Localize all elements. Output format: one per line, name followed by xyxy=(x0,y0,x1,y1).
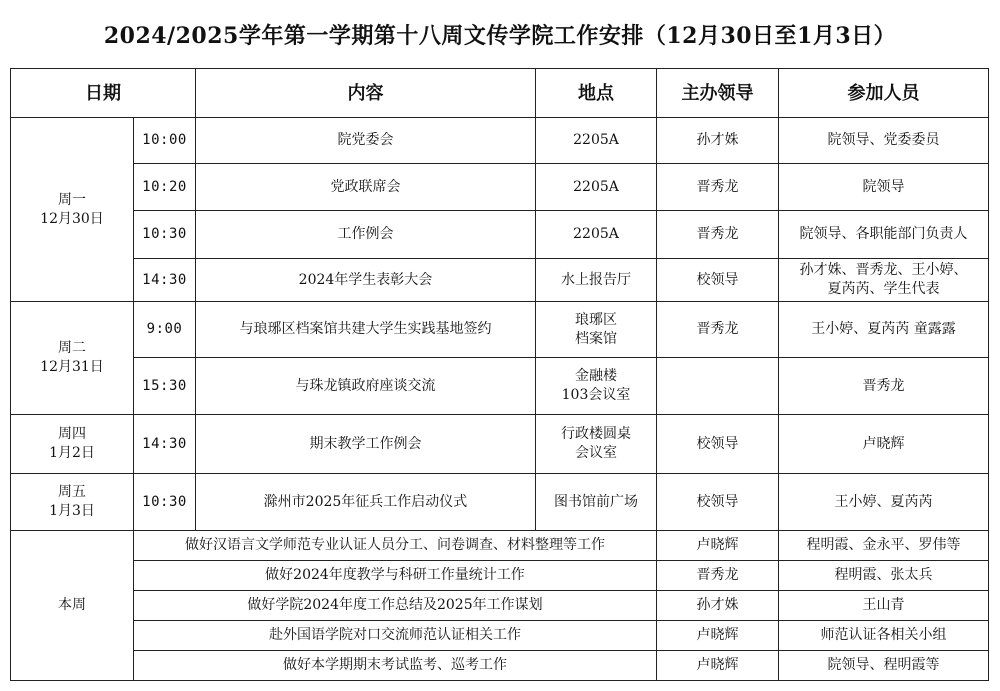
event-attendees: 卢晓辉 xyxy=(779,415,989,474)
event-place: 2205A xyxy=(536,211,657,259)
event-content: 与琅琊区档案馆共建大学生实践基地签约 xyxy=(196,302,536,358)
attendees-line: 夏芮芮、学生代表 xyxy=(827,281,940,297)
day-date: 12月31日 xyxy=(40,359,104,375)
day-label: 周五 xyxy=(58,484,86,500)
place-line: 行政楼圆桌 xyxy=(561,426,631,442)
event-attendees: 王小婷、夏芮芮 xyxy=(779,474,989,531)
table-row xyxy=(11,211,989,259)
event-content: 与珠龙镇政府座谈交流 xyxy=(196,358,536,415)
header-attendees: 参加人员 xyxy=(779,69,989,118)
day-date: 12月30日 xyxy=(40,210,104,227)
header-date: 日期 xyxy=(11,69,196,118)
event-attendees: 院领导、各职能部门负责人 xyxy=(779,211,989,259)
event-place xyxy=(536,358,657,415)
event-time: 15:30 xyxy=(134,358,196,415)
table-row xyxy=(11,415,989,474)
day-date: 1月3日 xyxy=(49,503,95,519)
event-content: 党政联席会 xyxy=(196,164,536,211)
event-time: 9:00 xyxy=(134,302,196,358)
event-leader: 晋秀龙 xyxy=(657,164,779,211)
place-line: 档案馆 xyxy=(575,330,617,347)
attendees-line: 孙才姝、晋秀龙、王小婷、 xyxy=(799,262,968,278)
table-row xyxy=(11,164,989,211)
place-line: 琅琊区 xyxy=(575,311,617,328)
event-place: 2205A xyxy=(536,164,657,211)
event-time: 14:30 xyxy=(134,259,196,302)
event-content: 期末教学工作例会 xyxy=(196,415,536,474)
event-place: 2205A xyxy=(536,118,657,164)
table-row xyxy=(11,621,989,651)
event-leader: 孙才姝 xyxy=(657,118,779,164)
event-leader xyxy=(657,358,779,415)
place-line: 会议室 xyxy=(575,445,617,461)
task-attendees: 王山青 xyxy=(779,591,989,621)
day-cell-monday xyxy=(11,118,134,302)
day-label: 周四 xyxy=(58,426,86,442)
event-content: 工作例会 xyxy=(196,211,536,259)
event-content: 滁州市2025年征兵工作启动仪式 xyxy=(196,474,536,531)
day-cell-tuesday xyxy=(11,302,134,415)
task-leader: 卢晓辉 xyxy=(657,621,779,651)
task-content: 做好学院2024年度工作总结及2025年工作谋划 xyxy=(134,591,657,621)
task-attendees: 程明霞、张太兵 xyxy=(779,561,989,591)
day-cell-thursday xyxy=(11,415,134,474)
task-content: 做好2024年度教学与科研工作量统计工作 xyxy=(134,561,657,591)
event-content: 2024年学生表彰大会 xyxy=(196,259,536,302)
task-leader: 晋秀龙 xyxy=(657,561,779,591)
header-leader: 主办领导 xyxy=(657,69,779,118)
event-leader: 晋秀龙 xyxy=(657,211,779,259)
task-attendees: 师范认证各相关小组 xyxy=(779,621,989,651)
event-leader: 校领导 xyxy=(657,415,779,474)
day-label: 周一 xyxy=(58,191,86,208)
task-leader: 卢晓辉 xyxy=(657,651,779,681)
page-title: 2024/2025学年第一学期第十八周文传学院工作安排（12月30日至1月3日） xyxy=(103,22,897,49)
event-attendees: 晋秀龙 xyxy=(779,358,989,415)
event-place: 水上报告厅 xyxy=(536,259,657,302)
event-place xyxy=(536,302,657,358)
header-row xyxy=(11,69,989,118)
event-place xyxy=(536,415,657,474)
week-cell: 本周 xyxy=(11,531,134,681)
event-time: 10:20 xyxy=(134,164,196,211)
event-attendees: 院领导、党委委员 xyxy=(779,118,989,164)
table-row xyxy=(11,474,989,531)
task-content: 做好本学期期末考试监考、巡考工作 xyxy=(134,651,657,681)
task-attendees: 院领导、程明霞等 xyxy=(779,651,989,681)
header-place: 地点 xyxy=(536,69,657,118)
day-date: 1月2日 xyxy=(49,445,95,461)
event-time: 14:30 xyxy=(134,415,196,474)
event-attendees xyxy=(779,259,989,302)
task-content: 赴外国语学院对口交流师范认证相关工作 xyxy=(134,621,657,651)
table-row xyxy=(11,651,989,681)
event-content: 院党委会 xyxy=(196,118,536,164)
event-attendees: 王小婷、夏芮芮 童露露 xyxy=(779,302,989,358)
schedule-table xyxy=(10,68,989,681)
event-attendees: 院领导 xyxy=(779,164,989,211)
place-line: 金融楼 xyxy=(575,368,617,384)
event-time: 10:30 xyxy=(134,211,196,259)
table-row xyxy=(11,531,989,561)
table-row xyxy=(11,302,989,358)
task-attendees: 程明霞、金永平、罗伟等 xyxy=(779,531,989,561)
event-leader: 校领导 xyxy=(657,259,779,302)
table-row xyxy=(11,259,989,302)
table-row xyxy=(11,591,989,621)
event-time: 10:30 xyxy=(134,474,196,531)
event-leader: 校领导 xyxy=(657,474,779,531)
table-row xyxy=(11,358,989,415)
event-leader: 晋秀龙 xyxy=(657,302,779,358)
task-leader: 卢晓辉 xyxy=(657,531,779,561)
day-cell-friday xyxy=(11,474,134,531)
place-line: 103会议室 xyxy=(561,387,631,403)
header-content: 内容 xyxy=(196,69,536,118)
task-leader: 孙才姝 xyxy=(657,591,779,621)
table-row xyxy=(11,118,989,164)
day-label: 周二 xyxy=(58,340,86,356)
event-place: 图书馆前广场 xyxy=(536,474,657,531)
event-time: 10:00 xyxy=(134,118,196,164)
table-row xyxy=(11,561,989,591)
task-content: 做好汉语言文学师范专业认证人员分工、问卷调查、材料整理等工作 xyxy=(134,531,657,561)
